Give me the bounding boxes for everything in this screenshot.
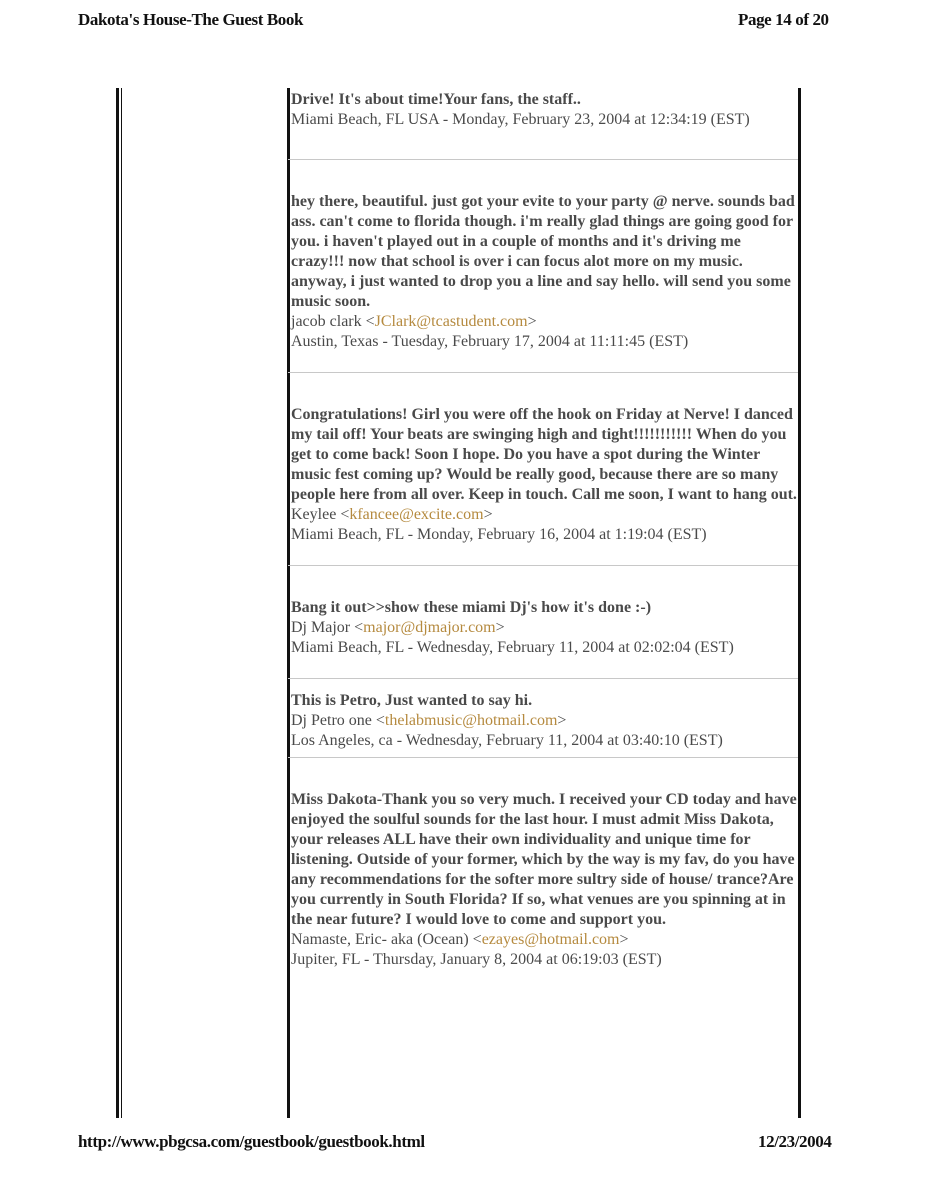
entry-name: jacob clark (291, 313, 362, 330)
entry-message: Drive! It's about time!Your fans, the staff.. (291, 91, 581, 108)
entry-separator (288, 565, 798, 566)
guestbook-entry (291, 405, 798, 545)
entry-separator (288, 372, 798, 373)
guestbook-entries (291, 88, 798, 970)
entry-separator (288, 757, 798, 758)
entry-message: Bang it out>>show these miami Dj's how it's done :-) (291, 599, 652, 616)
entry-email-link[interactable]: ezayes@hotmail.com (481, 931, 620, 948)
page-url: http://www.pbgcsa.com/guestbook/guestbook.html (78, 1132, 425, 1151)
frame-border-left-inner (121, 88, 122, 1118)
entry-email-link[interactable]: JClark@tcastudent.com (374, 313, 528, 330)
frame-border-middle (287, 88, 290, 1118)
entry-message: Miss Dakota-Thank you so very much. I received your CD today and have enjoyed the soulful sounds for the last hour. I must admit Miss Dakota, your releases ALL have their own individuality and unique time for listening. Outside of your former, which by the way is my fav, do you have any recommendations for the softer more sultry side of house/ trance?Are you currently in South Florida? If so, what venues are you spinning at in the near future? I would love to come and support you. (291, 791, 797, 928)
entry-author: Dj Major <major@djmajor.com> (291, 619, 505, 636)
entry-author: jacob clark <JClark@tcastudent.com> (291, 313, 537, 330)
entry-message: Congratulations! Girl you were off the hook on Friday at Nerve! I danced my tail off! Your beats are swinging high and tight!!!!!!!!!!! When do you get to come back! Soon I hope. Do you have a spot during the Winter music fest coming up? Would be really good, because there are so many people here from all over. Keep in touch. Call me soon, I want to hang out. (291, 406, 797, 503)
entry-location: Miami Beach, FL - Wednesday, February 11, 2004 at 02:02:04 (EST) (291, 639, 734, 656)
entry-email-link[interactable]: kfancee@excite.com (349, 506, 484, 523)
entry-email-link[interactable]: thelabmusic@hotmail.com (384, 712, 558, 729)
entry-name: Namaste, Eric- aka (Ocean) (291, 931, 469, 948)
entry-location: Jupiter, FL - Thursday, January 8, 2004 at 06:19:03 (EST) (291, 951, 662, 968)
entry-separator (288, 678, 798, 679)
page-title: Dakota's House-The Guest Book (78, 10, 304, 29)
guestbook-entry (291, 598, 798, 658)
entry-separator (288, 159, 798, 160)
guestbook-entry (291, 790, 798, 970)
guestbook-entry (291, 88, 798, 130)
entry-location: Austin, Texas - Tuesday, February 17, 2004 at 11:11:45 (EST) (291, 333, 689, 350)
entry-message: hey there, beautiful. just got your evite to your party @ nerve. sounds bad ass. can't come to florida though. i'm really glad things are going good for you. i haven't played out in a couple of months and it's driving me crazy!!! now that school is over i can focus alot more on my music. anyway, i just wanted to drop you a line and say hello. will send you some music soon. (291, 193, 795, 310)
entry-location: Miami Beach, FL USA - Monday, February 23, 2004 at 12:34:19 (EST) (291, 111, 750, 128)
frame-border-right (798, 88, 801, 1118)
entry-author: Dj Petro one <thelabmusic@hotmail.com> (291, 712, 567, 729)
entry-name: Dj Major (291, 619, 351, 636)
entry-location: Miami Beach, FL - Monday, February 16, 2004 at 1:19:04 (EST) (291, 526, 707, 543)
print-date: 12/23/2004 (758, 1132, 832, 1151)
guestbook-entry (291, 691, 798, 751)
entry-location: Los Angeles, ca - Wednesday, February 11, 2004 at 03:40:10 (EST) (291, 732, 723, 749)
entry-author: Keylee <kfancee@excite.com> (291, 506, 493, 523)
entry-name: Keylee (291, 506, 337, 523)
guestbook-entry (291, 192, 798, 352)
entry-name: Dj Petro one (291, 712, 372, 729)
entry-author: Namaste, Eric- aka (Ocean) <ezayes@hotmail.com> (291, 931, 629, 948)
entry-email-link[interactable]: major@djmajor.com (363, 619, 496, 636)
frame-border-left (116, 88, 119, 1118)
page-number: Page 14 of 20 (738, 10, 829, 29)
entry-message: This is Petro, Just wanted to say hi. (291, 692, 533, 709)
